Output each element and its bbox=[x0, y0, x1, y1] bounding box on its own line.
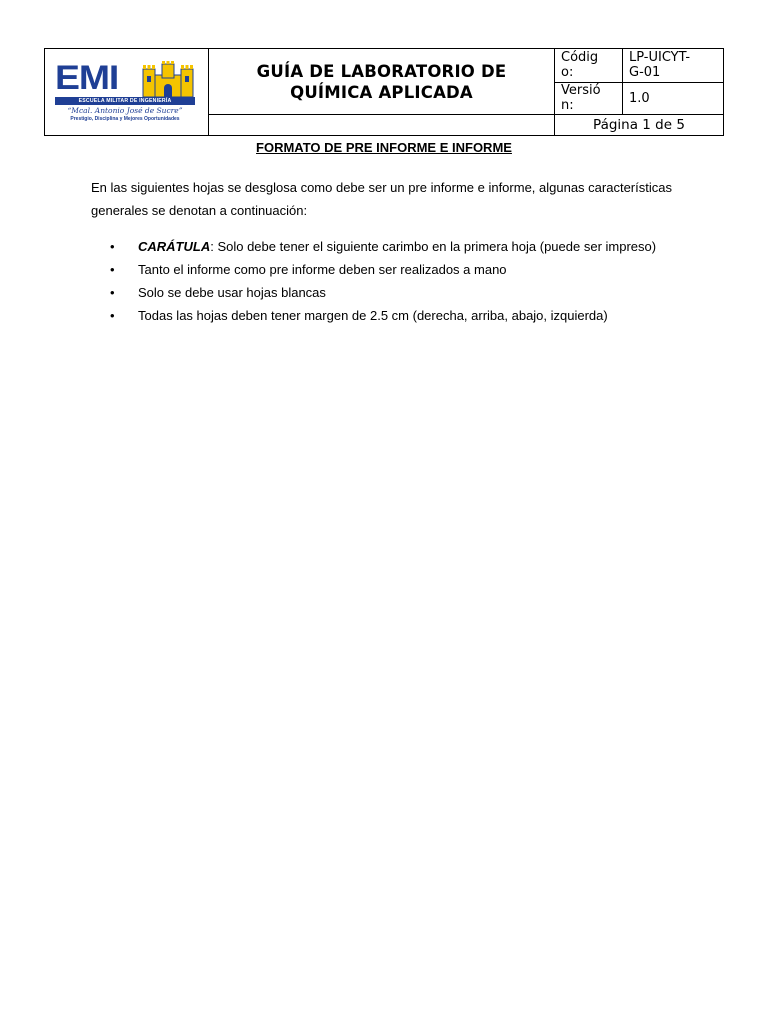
castle-icon bbox=[141, 61, 195, 97]
doc-title-line-2: QUÍMICA APLICADA bbox=[290, 82, 473, 102]
logo-institution-band: ESCUELA MILITAR DE INGENIERÍA bbox=[55, 97, 195, 105]
emi-logo bbox=[55, 61, 197, 123]
logo-motto: Prestigio, Disciplina y Mejores Oportunidades bbox=[70, 116, 180, 122]
code-value: LP-UICYT- G-01 bbox=[623, 49, 724, 83]
section-heading: FORMATO DE PRE INFORME E INFORME bbox=[256, 140, 512, 155]
page-number: Página 1 de 5 bbox=[555, 115, 724, 136]
list-item-text: Solo se debe usar hojas blancas bbox=[138, 285, 326, 300]
title-cell bbox=[209, 49, 555, 115]
list-item-text: Todas las hojas deben tener margen de 2.5 cm (derecha, arriba, abajo, izquierda) bbox=[138, 308, 608, 323]
list-item bbox=[110, 304, 676, 327]
requirements-list bbox=[110, 235, 676, 327]
list-item bbox=[110, 281, 676, 304]
code-label: Códig o: bbox=[555, 49, 623, 83]
version-value: 1.0 bbox=[623, 83, 724, 115]
document-header-table bbox=[44, 48, 724, 136]
logo-wordmark: EMI bbox=[55, 59, 119, 97]
intro-paragraph: En las siguientes hojas se desglosa como debe ser un pre informe e informe, algunas características generales se denotan a continuación: bbox=[91, 180, 672, 218]
version-label: Versió n: bbox=[555, 83, 623, 115]
list-item-bold: CARÁTULA bbox=[138, 239, 211, 254]
logo-namesake: “Mcal. Antonio José de Sucre” bbox=[67, 106, 183, 115]
bullet-icon: • bbox=[110, 239, 115, 254]
list-item bbox=[110, 258, 676, 281]
list-item-text: : Solo debe tener el siguiente carimbo en la primera hoja (puede ser impreso) bbox=[210, 239, 657, 254]
bullet-icon: • bbox=[110, 285, 115, 300]
empty-cell bbox=[209, 115, 555, 136]
list-item bbox=[110, 235, 676, 258]
bullet-icon: • bbox=[110, 308, 115, 323]
bullet-icon: • bbox=[110, 262, 115, 277]
doc-title-line-1: GUÍA DE LABORATORIO DE bbox=[256, 61, 507, 81]
logo-cell bbox=[45, 49, 209, 136]
list-item-text: Tanto el informe como pre informe deben ser realizados a mano bbox=[138, 262, 507, 277]
